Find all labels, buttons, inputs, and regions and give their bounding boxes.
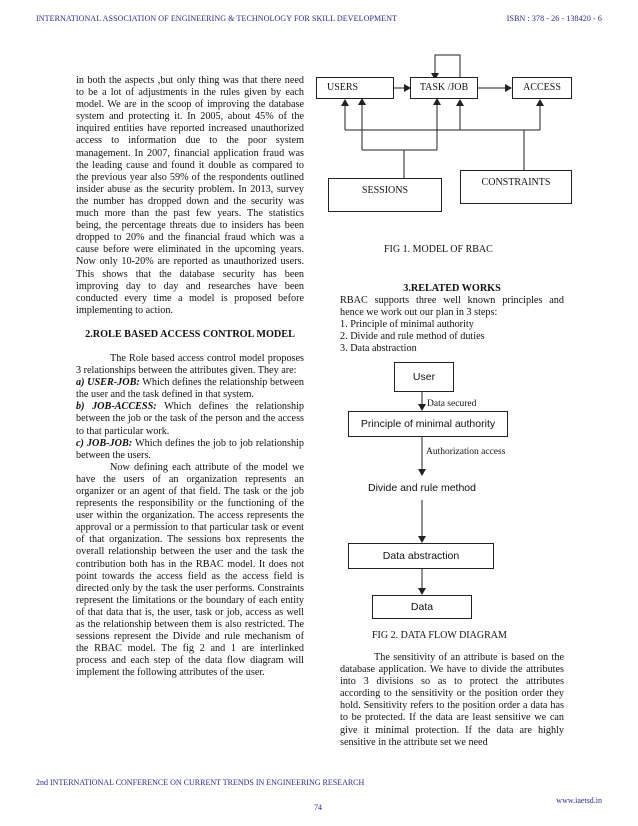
fig1-taskjob-label: TASK /JOB — [419, 82, 469, 93]
list-item: 3. Data abstraction — [340, 343, 417, 355]
fig1-access-box — [512, 77, 572, 99]
running-header-isbn: ISBN : 378 - 26 - 138420 - 6 — [506, 14, 602, 23]
list-item: 1. Principle of minimal authority — [340, 319, 474, 331]
fig1-constraints-box — [460, 170, 572, 204]
fig2-arrowhead — [418, 588, 426, 595]
footer-conference: 2nd INTERNATIONAL CONFERENCE ON CURRENT TRENDS IN ENGINEERING RESEARCH — [36, 778, 365, 787]
fig1-access-label: ACCESS — [523, 82, 561, 93]
fig2-abstraction-label: Data abstraction — [382, 550, 460, 562]
fig2-arrowhead — [418, 536, 426, 543]
right-column-sensitivity — [340, 652, 564, 749]
fig1-constraints-label: CONSTRAINTS — [481, 177, 551, 188]
fig2-user-label: User — [412, 371, 436, 383]
fig1-users-box — [316, 77, 394, 99]
fig1-caption: FIG 1. MODEL OF RBAC — [384, 244, 493, 255]
fig2-data-label: Data — [410, 601, 434, 613]
relationship-term: c) JOB-JOB: — [76, 437, 133, 449]
running-header-title: INTERNATIONAL ASSOCIATION OF ENGINEERING & TECHNOLOGY FOR SKILL DEVELOPMENT — [36, 14, 398, 23]
fig1-arrowhead — [505, 84, 512, 92]
footer-website[interactable]: www.iaetsd.in — [556, 796, 602, 805]
relationship-text: Which defines the relationship between the job or the task of the person and the access to that particular work. — [76, 401, 304, 437]
fig2-arrowhead — [418, 469, 426, 476]
fig2-arrowhead — [418, 404, 426, 411]
relationship-term: b) JOB-ACCESS: — [76, 401, 157, 413]
fig2-data-box — [372, 595, 472, 619]
section-heading-related: 3.RELATED WORKS — [403, 283, 501, 294]
fig2-divide-label: Divide and rule method — [368, 482, 476, 494]
fig1-taskjob-box — [410, 77, 478, 99]
intro-paragraph: in both the aspects ,but only thing was that there need to be a lot of adjustments in the rules given by each model. We are in the scoop of improving the database system and protecting it. In 2005, about 45% of the inquired entities have reported increased unauthorized access to information due to the poor system management. In 2007, financial application fraud was the leading cause and found it double as compared to the previous year also 59% of the respondents outlined insider abuse as the security problem. In 2013, survey the number has dropped down and the security was much more than the past few years. The statistics being, the percentage threats due to insiders has been dropped to 20% and the financial fraud which was a cause before were eliminated in the upcoming years. Now only 10-20% are reported as unauthorized users. This shows that the database security has been improving day to day and researches have been conducted every time a model is proposed before implementing to action. — [76, 75, 304, 316]
rbac-intro-paragraph: The Role based access control model proposes 3 relationships between the attributes given. They are: — [76, 352, 304, 377]
fig2-authorization-label: Authorization access — [426, 447, 506, 457]
fig2-abstraction-box — [348, 543, 494, 569]
fig1-users-label: USERS — [327, 82, 359, 93]
fig1-arrowhead — [433, 98, 441, 105]
relationship-term: a) USER-JOB: — [76, 377, 140, 389]
fig2-user-box — [394, 362, 454, 392]
related-intro: RBAC supports three well known principles and hence we work out our plan in 3 steps: — [340, 295, 564, 319]
fig1-sessions-label: SESSIONS — [361, 185, 409, 196]
fig1-sessions-box — [328, 178, 442, 212]
relationship-text: Which defines the relationship between the user and the task defined in that system. — [76, 377, 304, 401]
relationship-text: Which defines the job to job relationship between the users. — [76, 437, 304, 461]
fig1-arrowhead — [341, 99, 349, 106]
section-heading-rbac: 2.ROLE BASED ACCESS CONTROL MODEL — [85, 328, 295, 340]
fig2-principle-label: Principle of minimal authority — [360, 418, 496, 430]
fig2-principle-box — [348, 411, 508, 437]
fig1-arrowhead — [358, 98, 366, 105]
list-item: 2. Divide and rule method of duties — [340, 331, 485, 343]
fig2-data-secured-label: Data secured — [427, 399, 477, 409]
fig1-arrowhead — [536, 99, 544, 106]
sensitivity-paragraph: The sensitivity of an attribute is based on the database application. We have to divide the attributes into 3 divisions so as to protect the attributes according to the sensitivity or the position order they hold. Sensitivity refers to the position order a data has to be protected. If the data are least sensitive we can give it minimal protection. If the data are highly sensitive in the attribute set we need — [340, 652, 564, 748]
fig2-caption: FIG 2. DATA FLOW DIAGRAM — [372, 630, 507, 641]
page-number: 74 — [314, 803, 322, 812]
fig2-divide-box — [340, 476, 504, 500]
right-column-related — [340, 283, 564, 356]
attributes-paragraph: Now defining each attribute of the model we have the users of an organization represents an organizer or an agent of that field. The task or the job represents the responsibility or the functioning of the user within the organization. The access represents the approval or a permission to that particular task or event of that organization. The sessions box represents the overall relationship between the user and the task the contribution both has in the RBAC model. It does not point towards the access field as the access field is directed only by the task the user performs. Constraints represent the limitations or the boundary of each entity of that data that is, the user, task or job, access as well as the relationship between them is also restricted. The sessions represent the Divide and rule mechanism of the RBAC model. The fig 2 and 1 are interlinked process and each step of the data flow diagram will implement the following attributes of the user. — [76, 461, 304, 679]
fig1-arrowhead — [456, 99, 464, 106]
